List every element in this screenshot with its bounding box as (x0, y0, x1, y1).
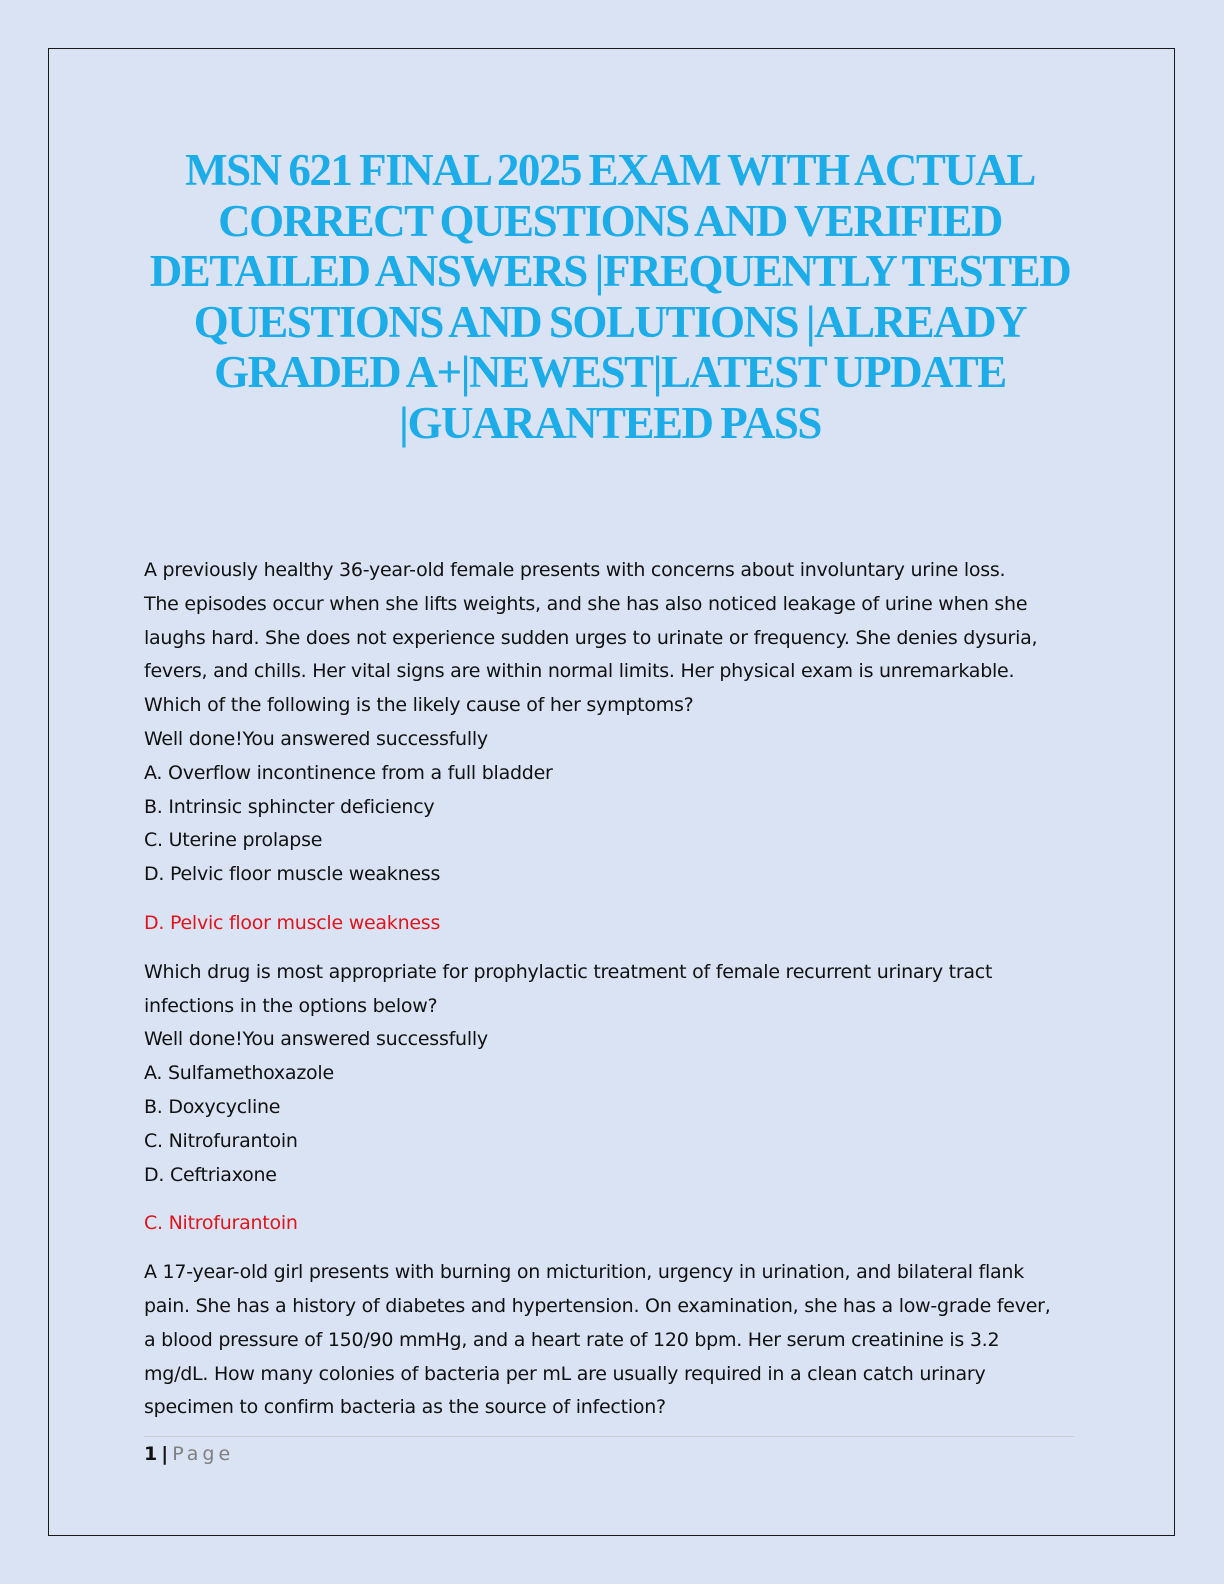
answer-option: A. Overflow incontinence from a full bladder (144, 761, 553, 784)
title-line: CORRECT QUESTIONS AND VERIFIED (218, 195, 1002, 246)
answer-option: C. Nitrofurantoin (144, 1129, 298, 1152)
question-stem-line: laughs hard. She does not experience sudden urges to urinate or frequency. She denies dysuria, (144, 626, 1038, 649)
question-stem-line: The episodes occur when she lifts weights, and she has also noticed leakage of urine when she (144, 592, 1028, 615)
footer-divider (144, 1436, 1074, 1437)
answer-option: D. Pelvic floor muscle weakness (144, 863, 441, 886)
title-line: QUESTIONS AND SOLUTIONS |ALREADY (193, 296, 1027, 347)
title-line: DETAILED ANSWERS |FREQUENTLY TESTED (149, 246, 1071, 296)
answer-option: C. Uterine prolapse (144, 829, 323, 852)
question-stem-line: pain. She has a history of diabetes and hypertension. On examination, she has a low-grade fever, (144, 1294, 1051, 1317)
question-stem-line: a blood pressure of 150/90 mmHg, and a heart rate of 120 bpm. Her serum creatinine is 3.2 (144, 1328, 1000, 1351)
correct-answer: C. Nitrofurantoin (144, 1212, 298, 1235)
question-feedback: Well done!You answered successfully (144, 1028, 488, 1051)
question-stem-line: specimen to confirm bacteria as the source of infection? (144, 1396, 666, 1419)
question-stem-line: Which of the following is the likely cause of her symptoms? (144, 694, 694, 717)
page-number: 1 (144, 1443, 158, 1465)
answer-option: B. Intrinsic sphincter deficiency (144, 795, 435, 818)
question-stem-line: infections in the options below? (144, 994, 438, 1017)
question-stem-line: A 17-year-old girl presents with burning on micturition, urgency in urination, and bilateral flank (144, 1261, 1024, 1284)
question-block-3 (144, 1256, 1084, 1425)
question-stem-line: mg/dL. How many colonies of bacteria per mL are usually required in a clean catch urinary (144, 1362, 986, 1385)
title-line: |GUARANTEED PASS (399, 397, 821, 448)
answer-option: A. Sulfamethoxazole (144, 1062, 334, 1085)
page-footer (144, 1440, 234, 1468)
page-label: Page (172, 1443, 235, 1465)
title-line: MSN 621 FINAL 2025 EXAM WITH ACTUAL (185, 145, 1035, 195)
question-stem-line: fevers, and chills. Her vital signs are within normal limits. Her physical exam is unremarkable. (144, 660, 1015, 683)
answer-option: B. Doxycycline (144, 1095, 281, 1118)
footer-separator: | (161, 1443, 169, 1465)
question-block-2 (144, 956, 1084, 1241)
correct-answer: D. Pelvic floor muscle weakness (144, 911, 441, 934)
question-block-1 (144, 554, 1084, 941)
question-stem-line: A previously healthy 36-year-old female presents with concerns about involuntary urine loss. (144, 559, 1006, 581)
document-title (130, 145, 1090, 448)
question-feedback: Well done!You answered successfully (144, 727, 488, 750)
document-body (144, 554, 1084, 1425)
answer-option: D. Ceftriaxone (144, 1163, 277, 1186)
question-stem-line: Which drug is most appropriate for prophylactic treatment of female recurrent urinary tract (144, 960, 993, 983)
title-line: GRADED A+|NEWEST|LATEST UPDATE (214, 347, 1006, 397)
